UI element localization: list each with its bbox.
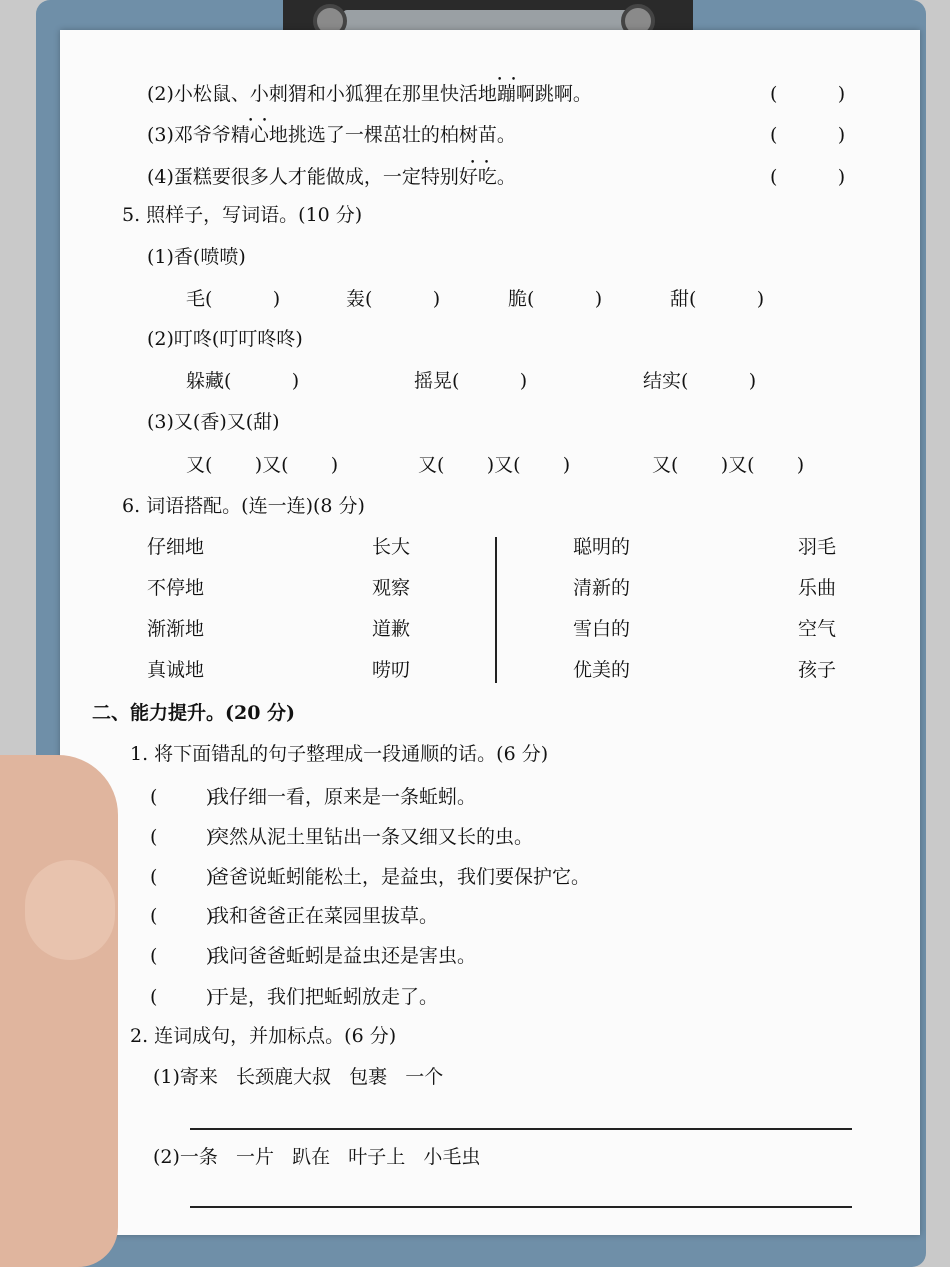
q5-sub1-item[interactable]: 脆( ) <box>508 288 603 310</box>
q5-sub2-item[interactable]: 摇晃( ) <box>414 370 528 392</box>
answer-paren-4-2[interactable]: ( ) <box>770 83 846 105</box>
word-group-2: (2)一条 一片 趴在 叶子上 小毛虫 <box>153 1146 481 1168</box>
answer-line-2[interactable] <box>190 1206 852 1208</box>
q5-sub2-item[interactable]: 躲藏( ) <box>186 370 300 392</box>
q5-sub1-item[interactable]: 甜( ) <box>670 288 765 310</box>
match-right-a[interactable]: 优美的 <box>573 659 631 681</box>
match-left-b[interactable]: 观察 <box>372 577 411 599</box>
q5-sub2-label: (2)叮咚(叮叮咚咚) <box>147 328 303 350</box>
emphasis-dots: • • <box>497 75 517 85</box>
order-paren[interactable]: ( ) <box>150 986 214 1008</box>
question-6-title: 6. 词语搭配。(连一连)(8 分) <box>122 495 365 517</box>
order-paren[interactable]: ( ) <box>150 905 214 927</box>
match-left-a[interactable]: 渐渐地 <box>147 618 205 640</box>
q5-sub1-item[interactable]: 轰( ) <box>346 288 441 310</box>
order-sentence: 我仔细一看，原来是一条蚯蚓。 <box>210 786 477 808</box>
question-4-4: (4)蛋糕要很多人才能做成，一定特别好吃。 <box>147 166 516 188</box>
match-left-a[interactable]: 不停地 <box>147 577 205 599</box>
emphasis-dots: • • <box>470 158 490 168</box>
q5-sub1-item[interactable]: 毛( ) <box>186 288 281 310</box>
match-left-a[interactable]: 仔细地 <box>147 536 205 558</box>
match-left-a[interactable]: 真诚地 <box>147 659 205 681</box>
match-right-b[interactable]: 乐曲 <box>798 577 837 599</box>
q5-sub3-item[interactable]: 又( )又( ) <box>652 454 805 476</box>
order-sentence: 我问爸爸蚯蚓是益虫还是害虫。 <box>210 945 477 967</box>
answer-paren-4-3[interactable]: ( ) <box>770 124 846 146</box>
match-right-a[interactable]: 雪白的 <box>573 618 631 640</box>
answer-paren-4-4[interactable]: ( ) <box>770 166 846 188</box>
q5-sub3-item[interactable]: 又( )又( ) <box>186 454 339 476</box>
order-paren[interactable]: ( ) <box>150 826 214 848</box>
match-right-a[interactable]: 清新的 <box>573 577 631 599</box>
order-sentence: 爸爸说蚯蚓能松土，是益虫，我们要保护它。 <box>210 866 591 888</box>
question-4-2: (2)小松鼠、小刺猬和小狐狸在那里快活地蹦啊跳啊。 <box>147 83 592 105</box>
match-right-b[interactable]: 羽毛 <box>798 536 837 558</box>
order-sentence: 我和爸爸正在菜园里拔草。 <box>210 905 439 927</box>
question-5-title: 5. 照样子，写词语。(10 分) <box>122 204 363 226</box>
question-2-1-title: 1. 将下面错乱的句子整理成一段通顺的话。(6 分) <box>130 743 549 765</box>
order-sentence: 于是，我们把蚯蚓放走了。 <box>210 986 439 1008</box>
match-left-b[interactable]: 唠叨 <box>372 659 411 681</box>
order-paren[interactable]: ( ) <box>150 945 214 967</box>
section-title: 二、能力提升。(20 分) <box>92 702 296 724</box>
match-left-b[interactable]: 长大 <box>372 536 411 558</box>
hand <box>0 755 118 1267</box>
q5-sub1-label: (1)香(喷喷) <box>147 246 246 268</box>
match-right-b[interactable]: 空气 <box>798 618 837 640</box>
q5-sub3-label: (3)又(香)又(甜) <box>147 411 280 433</box>
column-divider <box>495 537 497 683</box>
order-paren[interactable]: ( ) <box>150 786 214 808</box>
order-sentence: 突然从泥土里钻出一条又细又长的虫。 <box>210 826 534 848</box>
match-left-b[interactable]: 道歉 <box>372 618 411 640</box>
order-paren[interactable]: ( ) <box>150 866 214 888</box>
emphasis-dots: • • <box>248 116 268 126</box>
match-right-b[interactable]: 孩子 <box>798 659 837 681</box>
q5-sub2-item[interactable]: 结实( ) <box>643 370 757 392</box>
word-group-1: (1)寄来 长颈鹿大叔 包裹 一个 <box>153 1066 444 1088</box>
q5-sub3-item[interactable]: 又( )又( ) <box>418 454 571 476</box>
answer-line-1[interactable] <box>190 1128 852 1130</box>
question-2-2-title: 2. 连词成句，并加标点。(6 分) <box>130 1025 397 1047</box>
question-4-3: (3)邓爷爷精心地挑选了一棵茁壮的柏树苗。 <box>147 124 516 146</box>
thumb <box>25 860 115 960</box>
match-right-a[interactable]: 聪明的 <box>573 536 631 558</box>
